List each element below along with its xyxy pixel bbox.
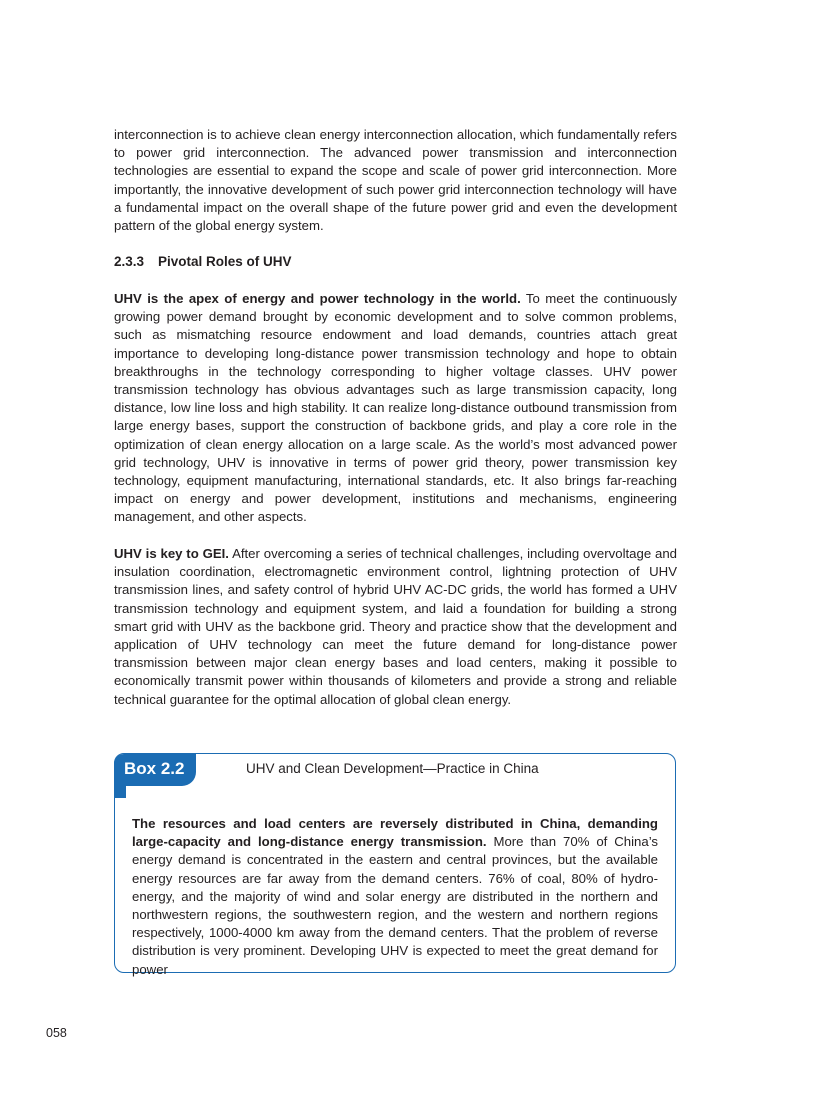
intro-paragraph: interconnection is to achieve clean energy interconnection allocation, which fundamentally refers to power grid interconnection. The advanced power transmission and interconnection technologies are essential to expand the scope and scale of power grid interconnection. More importantly, the innovative development of such power grid interconnection technology will have a fundamental impact on the overall shape of the future power grid and even the development pattern of the global energy system. [114, 127, 677, 234]
paragraph-body: After overcoming a series of technical challenges, including overvoltage and insulation coordination, electromagnetic environment control, lightning protection of UHV transmission lines, and safety control of hybrid UHV AC-DC grids, the world has formed a UHV transmission technology and equipment system, and laid a foundation for building a strong smart grid with UHV as the backbone grid. Theory and practice show that the development and application of UHV technology can meet the future demand for long-distance power transmission between major clean energy bases and load centers, making it possible to economically transmit power within thousands of kilometers and provide a strong and reliable technical guarantee for the optimal allocation of global clean energy. [114, 546, 677, 707]
section-number: 2.3.3 [114, 254, 145, 269]
paragraph-uhv-apex [114, 290, 677, 527]
section-title: Pivotal Roles of UHV [158, 254, 292, 269]
paragraph-uhv-gei [114, 545, 677, 709]
section-heading [114, 254, 292, 269]
box-body: More than 70% of China’s energy demand is concentrated in the eastern and central provinces, but the available energy resources are far away from the demand centers. 76% of coal, 80% of hydro-energy, and the majority of wind and solar energy are distributed in the northern and northwestern regions, the southwestern region, and the western and northern regions respectively, 1000-4000 km away from the demand centers. That the problem of reverse distribution is very prominent. Developing UHV is expected to meet the great demand for power [132, 834, 658, 977]
page-number: 058 [46, 1026, 67, 1040]
box-title: UHV and Clean Development—Practice in China [246, 761, 539, 776]
paragraph-lead: UHV is the apex of energy and power technology in the world. [114, 291, 521, 306]
paragraph-body: To meet the continuously growing power demand brought by economic development and to solve common problems, such as mismatching resource endowment and load demands, countries attach great importance to developing long-distance power transmission technology and hope to obtain breakthroughs in the technology corresponding to higher voltage classes. UHV power transmission technology has obvious advantages such as large transmission capacity, long distance, low line loss and high stability. It can realize long-distance outbound transmission from large energy bases, support the construction of backbone grids, and play a core role in the optimization of clean energy allocation on a large scale. As the world’s most advanced power grid technology, UHV is innovative in terms of power grid theory, power transmission key technology, equipment manufacturing, international standards, etc. It also brings far-reaching impact on energy and power development, institutions and mechanisms, engineering management, and other aspects. [114, 291, 677, 525]
paragraph-lead: UHV is key to GEI. [114, 546, 229, 561]
box-label-tab [114, 754, 196, 786]
box-label: Box 2.2 [124, 759, 185, 778]
box-lead: The resources and load centers are reversely distributed in China, demanding large-capacity and long-distance energy transmission. [132, 816, 658, 850]
box-text [132, 815, 658, 979]
